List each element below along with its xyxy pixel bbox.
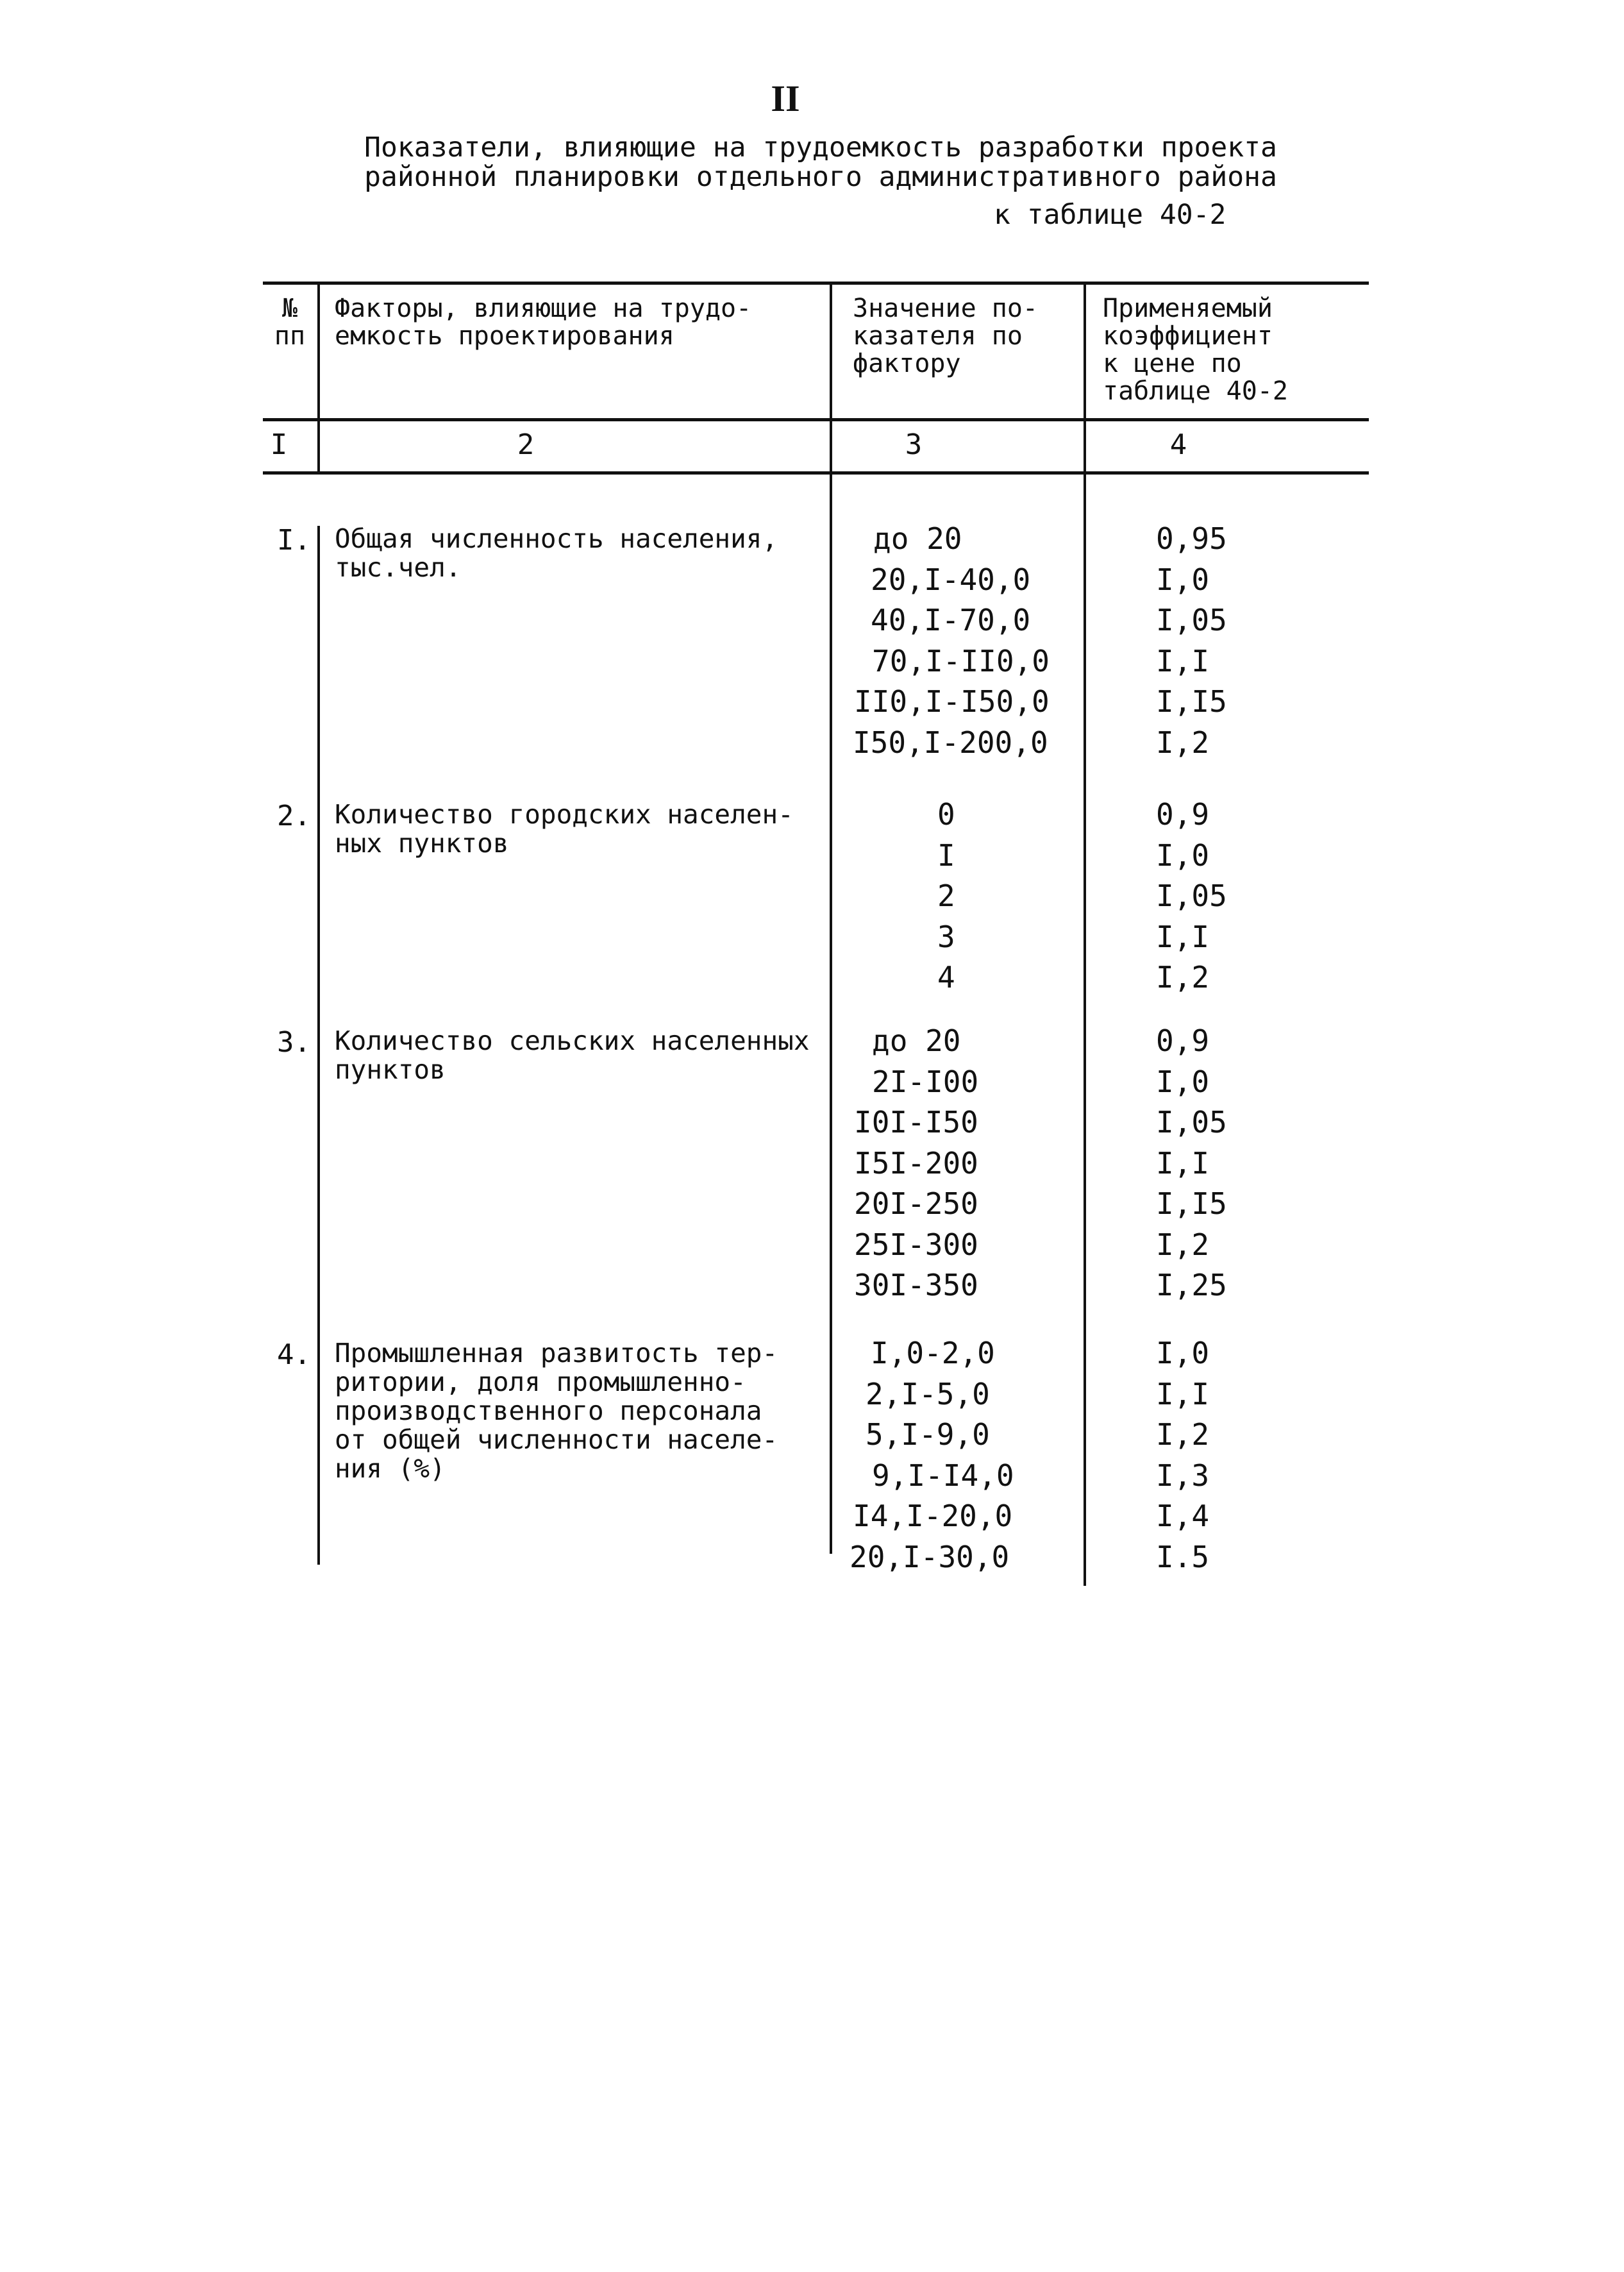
row-number: I. (277, 524, 311, 557)
column-divider-1-body (317, 526, 320, 1565)
row-number: 3. (277, 1026, 311, 1059)
header-coef-line-4: таблице 40-2 (1103, 376, 1288, 406)
header-coef (1103, 295, 1288, 405)
factor-line: Количество городских населен- (335, 799, 794, 830)
factor-text (335, 525, 778, 582)
indicator-value: 9,I-I4,0 (872, 1458, 1014, 1493)
coefficient-value: I,0 (1156, 562, 1210, 597)
coefficient-value: I,I (1156, 643, 1210, 678)
indicator-value: I,0-2,0 (871, 1336, 995, 1370)
column-number-1: I (270, 428, 288, 461)
indicator-value: 25I-300 (854, 1227, 978, 1262)
coefficient-value: I,I5 (1156, 1186, 1227, 1221)
header-coef-line-1: Применяемый (1103, 294, 1273, 323)
header-num-line-2: пп (274, 321, 306, 351)
coefficient-value: I,0 (1156, 1336, 1210, 1370)
header-coef-line-3: к цене по (1103, 349, 1242, 378)
coefficient-value: I,25 (1156, 1268, 1227, 1302)
header-num-line-1: № (281, 294, 298, 323)
row-number: 4. (277, 1338, 311, 1371)
column-number-3: 3 (905, 428, 923, 461)
factor-line: Промышленная развитость тер- (335, 1338, 778, 1368)
coefficient-value: 0,9 (1156, 797, 1210, 832)
coefficient-value: I,I5 (1156, 684, 1227, 719)
coefficient-value: I,05 (1156, 1105, 1227, 1140)
header-factor-line-1: Факторы, влияющие на трудо- (335, 294, 752, 323)
header-value (853, 295, 1038, 378)
coefficient-value: I,2 (1156, 1227, 1210, 1262)
indicator-value: 20,I-40,0 (871, 562, 1031, 597)
header-value-line-2: казателя по (853, 321, 1023, 351)
coefficient-value: I,2 (1156, 1417, 1210, 1452)
indicator-value: до 20 (873, 521, 962, 556)
page-number: II (771, 78, 800, 119)
indicator-value: 5,I-9,0 (866, 1417, 990, 1452)
factor-line: от общей численности населе- (335, 1424, 778, 1455)
table-header-rule (263, 418, 1369, 421)
header-coef-line-2: коэффициент (1103, 321, 1273, 351)
factor-line: ния (%) (335, 1453, 446, 1484)
indicator-value: 20,I-30,0 (850, 1539, 1010, 1574)
indicator-value: 3 (937, 919, 955, 954)
indicator-value: I4,I-20,0 (853, 1499, 1013, 1533)
indicator-value: I50,I-200,0 (853, 725, 1048, 760)
column-divider-1 (317, 284, 320, 473)
indicator-value: 2I-I00 (872, 1064, 979, 1099)
factor-line: ных пунктов (335, 828, 509, 859)
coefficient-value: I,0 (1156, 837, 1210, 873)
coefficient-value: I,05 (1156, 879, 1227, 913)
factor-line: Количество сельских населенных (335, 1025, 810, 1056)
table-reference: к таблице 40-2 (994, 199, 1226, 231)
coefficient-value: 0,95 (1156, 521, 1227, 556)
header-factor (335, 295, 751, 350)
table-colnum-rule (263, 471, 1369, 475)
factor-text (335, 1027, 810, 1084)
coefficient-value: I,I (1156, 1145, 1210, 1181)
factor-line: Общая численность населения, (335, 523, 778, 554)
factor-line: тыс.чел. (335, 552, 462, 583)
coefficient-value: I,2 (1156, 960, 1210, 995)
indicator-value: 70,I-II0,0 (872, 643, 1050, 678)
coefficient-value: I,2 (1156, 725, 1210, 760)
header-value-line-1: Значение по- (853, 294, 1038, 323)
indicator-value: 20I-250 (854, 1186, 978, 1221)
indicator-value: I0I-I50 (854, 1105, 978, 1140)
indicator-value: II0,I-I50,0 (854, 684, 1050, 719)
factor-line: производственного персонала (335, 1395, 762, 1426)
factor-text (335, 800, 794, 858)
column-divider-3 (1084, 284, 1086, 1586)
header-num (264, 295, 315, 350)
coefficient-value: I,0 (1156, 1064, 1210, 1099)
table-top-rule (263, 282, 1369, 285)
indicator-value: 2,I-5,0 (866, 1376, 990, 1411)
page-title-line-2: районной планировки отдельного административного района (364, 161, 1277, 193)
coefficient-value: I,05 (1156, 603, 1227, 637)
coefficient-value: I,I (1156, 919, 1210, 954)
column-number-4: 4 (1169, 428, 1187, 461)
coefficient-value: I.5 (1156, 1539, 1210, 1574)
indicator-value: I5I-200 (854, 1145, 978, 1181)
coefficient-value: I,I (1156, 1376, 1210, 1411)
column-number-2: 2 (517, 428, 535, 461)
header-value-line-3: фактору (853, 349, 961, 378)
row-number: 2. (277, 800, 311, 832)
header-factor-line-2: емкость проектирования (335, 321, 674, 351)
indicator-value: до 20 (872, 1023, 961, 1058)
factor-text (335, 1339, 778, 1483)
factor-line: ритории, доля промышленно- (335, 1367, 746, 1397)
indicator-value: I (937, 837, 955, 873)
indicator-value: 30I-350 (854, 1268, 978, 1302)
indicator-value: 2 (937, 879, 955, 913)
factor-line: пунктов (335, 1054, 446, 1085)
indicator-value: 0 (937, 797, 955, 832)
coefficient-value: I,4 (1156, 1499, 1210, 1533)
column-divider-2 (830, 284, 832, 1554)
indicator-value: 4 (937, 960, 955, 995)
page-title-line-1: Показатели, влияющие на трудоемкость разработки проекта (364, 131, 1277, 164)
indicator-value: 40,I-70,0 (871, 603, 1031, 637)
coefficient-value: I,3 (1156, 1458, 1210, 1493)
coefficient-value: 0,9 (1156, 1023, 1210, 1058)
